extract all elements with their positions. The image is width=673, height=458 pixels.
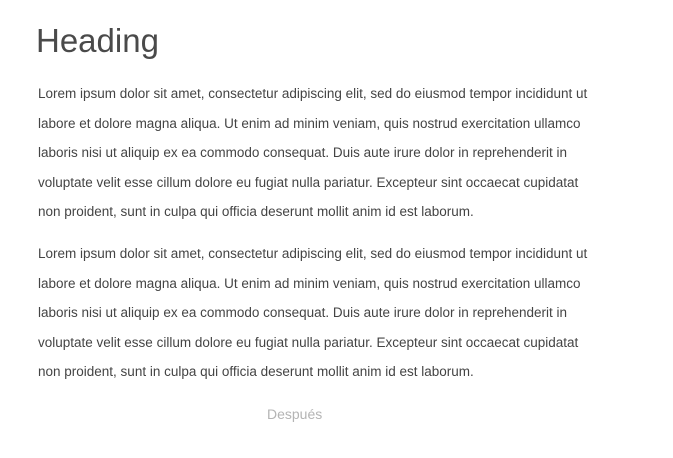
- paragraph-line: non proident, sunt in culpa qui officia deserunt mollit anim id est laborum.: [38, 364, 474, 379]
- paragraph-1: [38, 79, 638, 227]
- paragraph-2: [38, 239, 638, 387]
- paragraph-line: laboris nisi ut aliquip ex ea commodo consequat. Duis aute irure dolor in reprehenderit in: [38, 145, 568, 160]
- paragraph-line: voluptate velit esse cillum dolore eu fugiat nulla pariatur. Excepteur sint occaecat cupidatat: [38, 334, 579, 350]
- paragraph-line: Lorem ipsum dolor sit amet, consectetur adipiscing elit, sed do eiusmod tempor incididunt ut: [38, 86, 588, 101]
- paragraph-line: labore et dolore magna aliqua. Ut enim ad minim veniam, quis nostrud exercitation ullamco: [38, 275, 581, 291]
- page-heading: Heading: [36, 22, 159, 59]
- paragraph-line: non proident, sunt in culpa qui officia deserunt mollit anim id est laborum.: [38, 204, 474, 219]
- paragraph-line: labore et dolore magna aliqua. Ut enim ad minim veniam, quis nostrud exercitation ullamco: [38, 115, 581, 131]
- next-link[interactable]: Después: [267, 406, 323, 422]
- paragraph-line: laboris nisi ut aliquip ex ea commodo consequat. Duis aute irure dolor in reprehenderit in: [38, 305, 568, 320]
- paragraph-line: voluptate velit esse cillum dolore eu fugiat nulla pariatur. Excepteur sint occaecat cupidatat: [38, 174, 579, 190]
- paragraph-line: Lorem ipsum dolor sit amet, consectetur adipiscing elit, sed do eiusmod tempor incididunt ut: [38, 246, 588, 261]
